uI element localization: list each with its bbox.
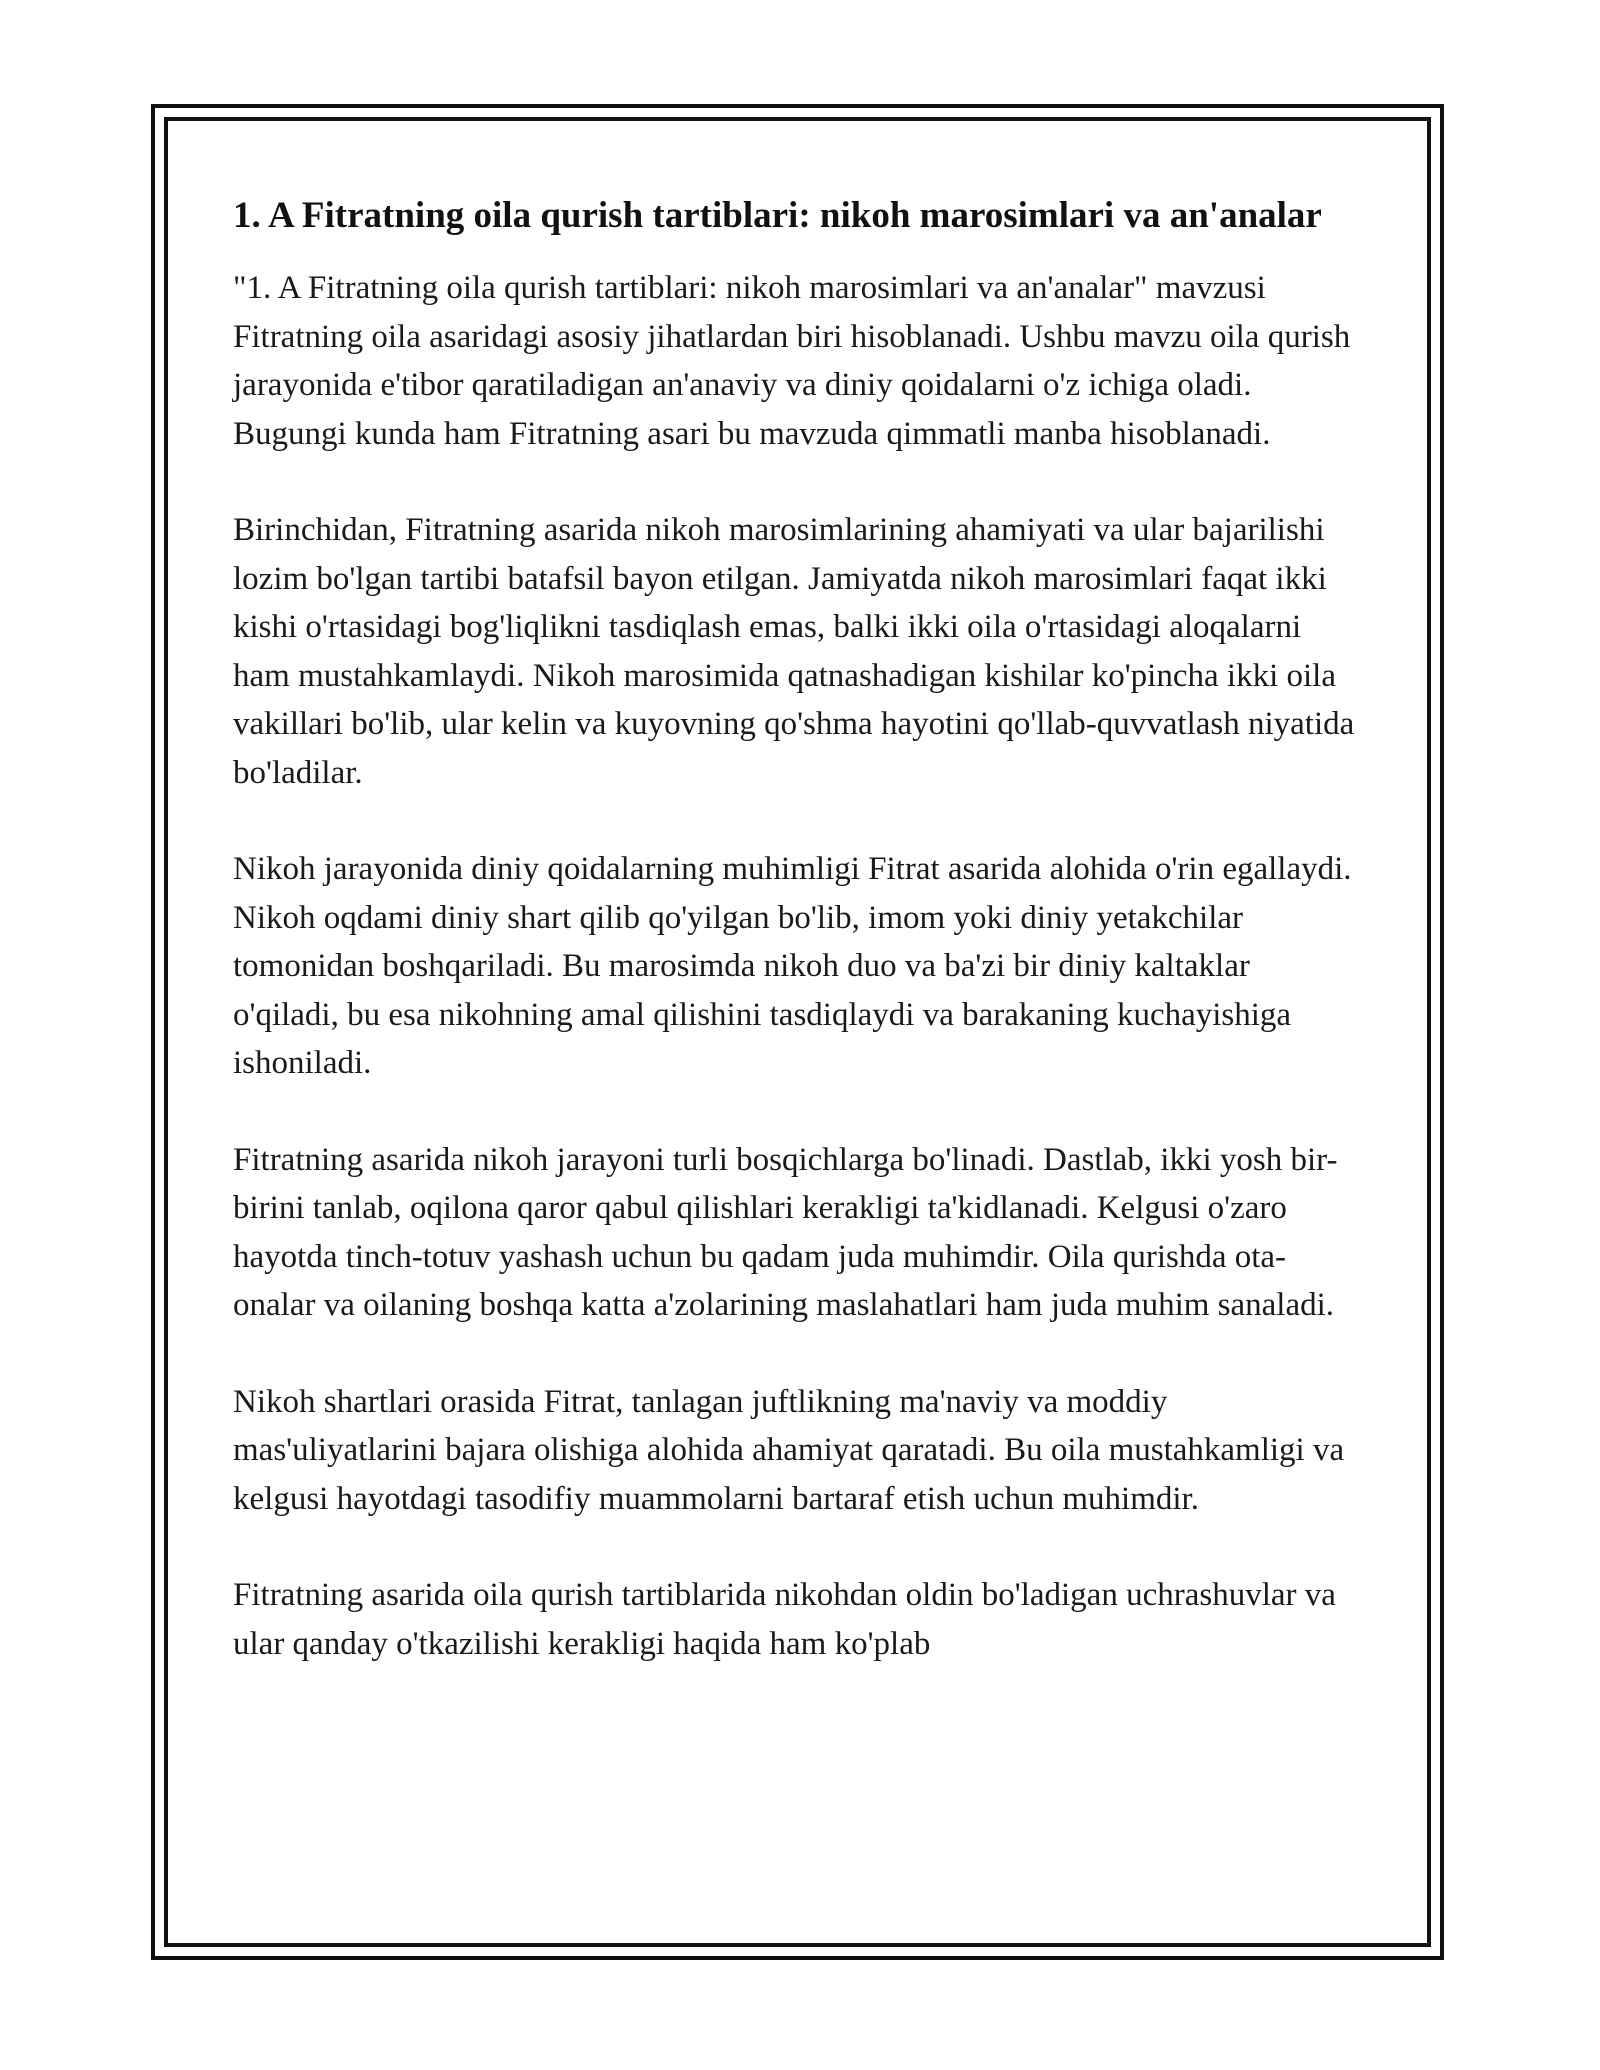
paragraph-4: Fitratning asarida nikoh jarayoni turli bosqichlarga bo'linadi. Dastlab, ikki yosh bir-birini tanlab, oqilona qaror qabul qilishlari kerakligi ta'kidlanadi. Kelgusi o'zaro hayotda tinch-totuv yashash uchun bu qadam juda muhimdir. Oila qurishda ota-onalar va oilaning boshqa katta a'zolarining maslahatlari ham juda muhim sanaladi.: [233, 1141, 1338, 1323]
document-body: [233, 188, 1363, 1716]
paragraph-2: Birinchidan, Fitratning asarida nikoh marosimlarining ahamiyati va ular bajarilishi lozim bo'lgan tartibi batafsil bayon etilgan. Jamiyatda nikoh marosimlari faqat ikki kishi o'rtasidagi bog'liqlikni tasdiqlash emas, balki ikki oila o'rtasidagi aloqalarni ham mustahkamlaydi. Nikoh marosimida qatnashadigan kishilar ko'pincha ikki oila vakillari bo'lib, ular kelin va kuyovning qo'shma hayotini qo'llab-quvvatlash niyatida bo'ladilar.: [233, 512, 1355, 791]
paragraph-5: Nikoh shartlari orasida Fitrat, tanlagan juftlikning ma'naviy va moddiy mas'uliyatlarini bajara olishiga alohida ahamiyat qaratadi. Bu oila mustahkamligi va kelgusi hayotdagi tasodifiy muammolarni bartaraf etish uchun muhimdir.: [233, 1383, 1345, 1517]
paragraph-1: "1. A Fitratning oila qurish tartiblari: nikoh marosimlari va an'analar" mavzusi Fitratning oila asaridagi asosiy jihatlardan biri hisoblanadi. Ushbu mavzu oila qurish jarayonida e'tibor qaratiladigan an'anaviy va diniy qoidalarni o'z ichiga oladi. Bugungi kunda ham Fitratning asari bu mavzuda qimmatli manba hisoblanadi.: [233, 270, 1351, 452]
section-title: 1. A Fitratning oila qurish tartiblari: nikoh marosimlari va an'analar: [233, 195, 1322, 236]
paragraph-3: Nikoh jarayonida diniy qoidalarning muhimligi Fitrat asarida alohida o'rin egallaydi. Nikoh oqdami diniy shart qilib qo'yilgan bo'lib, imom yoki diniy yetakchilar tomonidan boshqariladi. Bu marosimda nikoh duo va ba'zi bir diniy kaltaklar o'qiladi, bu esa nikohning amal qilishini tasdiqlaydi va barakaning kuchayishiga ishoniladi.: [233, 851, 1352, 1081]
paragraph-6: Fitratning asarida oila qurish tartiblarida nikohdan oldin bo'ladigan uchrashuvlar va ular qanday o'tkazilishi kerakligi haqida ham ko'plab: [233, 1577, 1336, 1662]
